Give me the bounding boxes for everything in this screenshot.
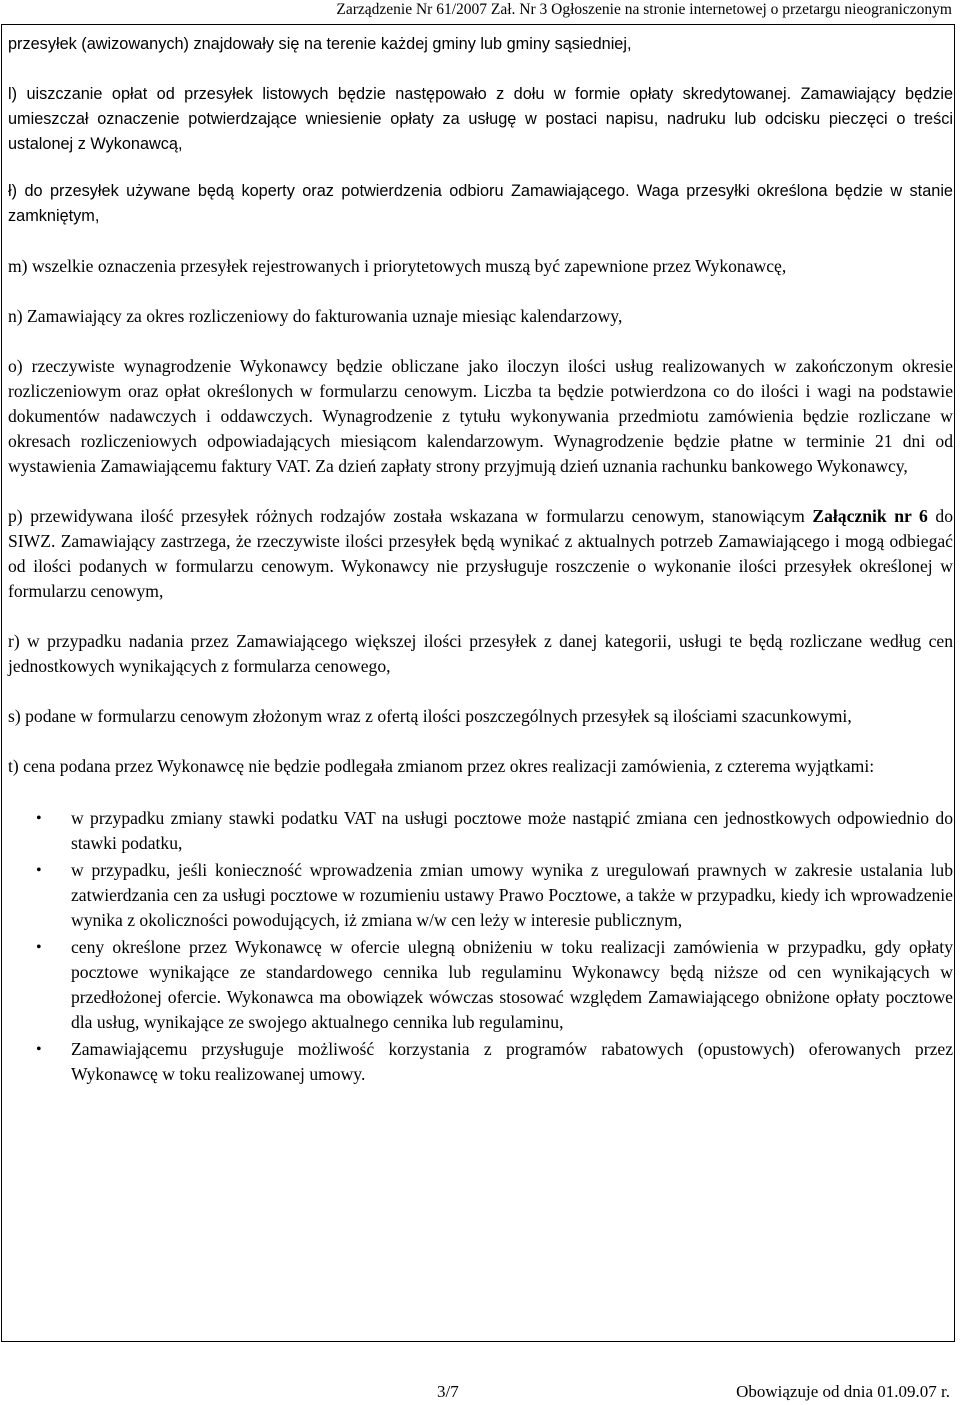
paragraph-p (8, 504, 953, 604)
paragraph-m: m) wszelkie oznaczenia przesyłek rejestrowanych i priorytetowych muszą być zapewnione przez Wykonawcę, (8, 256, 787, 276)
paragraph-l: l) uiszczanie opłat od przesyłek listowych będzie następowało z dołu w formie opłaty skredytowanej. Zamawiający będzie umieszczał oznaczenie potwierdzające wniesienie opłaty za usługę w postaci napisu, nadruku lub odcisku pieczęci o treści ustalonej z Wykonawcą, (8, 85, 953, 153)
list-item (8, 858, 953, 933)
document-body (8, 32, 953, 1089)
paragraph-n: n) Zamawiający za okres rozliczeniowy do fakturowania uznaje miesiąc kalendarzowy, (8, 306, 623, 326)
bullet-icon: • (36, 862, 42, 879)
page-number: 3/7 (437, 1382, 459, 1401)
exceptions-list (8, 806, 953, 1087)
list-item (8, 935, 953, 1035)
bullet-icon: • (36, 939, 42, 956)
paragraph-o: o) rzeczywiste wynagrodzenie Wykonawcy będzie obliczane jako iloczyn ilości usług realizowanych w zakończonym okresie rozliczeniowym oraz opłat określonych w formularzu cenowym. Liczba ta będzie potwierdzona co do ilości i wagi na podstawie dokumentów nadawczych i oddawczych. Wynagrodzenie z tytułu wykonywania przedmiotu zamówienia będzie rozliczane w okresach rozliczeniowych odpowiadających miesiącom kalendarzowym. Wynagrodzenie będzie płatne w terminie 21 dni od wystawienia Zamawiającemu faktury VAT. Za dzień zapłaty strony przyjmują dzień uznania rachunku bankowego Wykonawcy, (8, 356, 953, 476)
paragraph-s: s) podane w formularzu cenowym złożonym wraz z ofertą ilości poszczególnych przesyłek są ilościami szacunkowymi, (8, 706, 852, 726)
list-item-text: Zamawiającemu przysługuje możliwość korzystania z programów rabatowych (opustowych) oferowanych przez Wykonawcę w toku realizowanej umowy. (71, 1039, 953, 1084)
list-item-text: w przypadku, jeśli konieczność wprowadzenia zmian umowy wynika z uregulowań prawnych w zakresie ustalania lub zatwierdzania cen za usługi pocztowe w rozumieniu ustawy Prawo Pocztowe, a także w przypadku, kiedy ich wprowadzenie wynika z okoliczności powodujących, iż zmiana w/w cen leży w interesie publicznym, (71, 860, 953, 930)
list-item (8, 806, 953, 856)
validity-date: Obowiązuje od dnia 01.09.07 r. (736, 1382, 950, 1401)
list-item-text: w przypadku zmiany stawki podatku VAT na usługi pocztowe może nastąpić zmiana cen jednostkowych odpowiednio do stawki podatku, (71, 808, 953, 853)
paragraph-l-stroke: ł) do przesyłek używane będą koperty oraz potwierdzenia odbioru Zamawiającego. Waga przesyłki określona będzie w stanie zamkniętym, (8, 182, 953, 225)
paragraph-p-text-2: do SIWZ. Zamawiający zastrzega, że rzeczywiste ilości przesyłek będą wynikać z aktualnych potrzeb Zamawiającego i mogą odbiegać od ilości podanych w formularzu cenowym. Wykonawcy nie przysługuje roszczenie o wykonanie ilości przesyłek określonej w formularzu cenowym, (8, 506, 953, 601)
list-item-text: ceny określone przez Wykonawcę w ofercie ulegną obniżeniu w toku realizacji zamówienia w przypadku, gdy opłaty pocztowe wynikające ze standardowego cennika lub regulaminu Wykonawcy będą niższe od cen wynikających w przedłożonej ofercie. Wykonawca ma obowiązek wówczas stosować względem Zamawiającego obniżone opłaty pocztowe dla usług, wynikające ze swojego aktualnego cennika lub regulaminu, (71, 937, 953, 1032)
list-item (8, 1037, 953, 1087)
bullet-icon: • (36, 1041, 42, 1058)
paragraph-t: t) cena podana przez Wykonawcę nie będzie podlegała zmianom przez okres realizacji zamówienia, z czterema wyjątkami: (8, 756, 875, 776)
paragraph-k-continued: przesyłek (awizowanych) znajdowały się na terenie każdej gminy lub gminy sąsiedniej, (8, 35, 632, 53)
paragraph-p-text-1: p) przewidywana ilość przesyłek różnych rodzajów została wskazana w formularzu cenowym, stanowiącym (8, 506, 813, 526)
bullet-icon: • (36, 810, 42, 827)
attachment-reference: Załącznik nr 6 (812, 506, 928, 526)
document-header: Zarządzenie Nr 61/2007 Zał. Nr 3 Ogłoszenie na stronie internetowej o przetargu nieograniczonym (336, 1, 952, 18)
paragraph-r: r) w przypadku nadania przez Zamawiającego większej ilości przesyłek z danej kategorii, usługi te będą rozliczane według cen jednostkowych wynikających z formularza cenowego, (8, 631, 953, 676)
